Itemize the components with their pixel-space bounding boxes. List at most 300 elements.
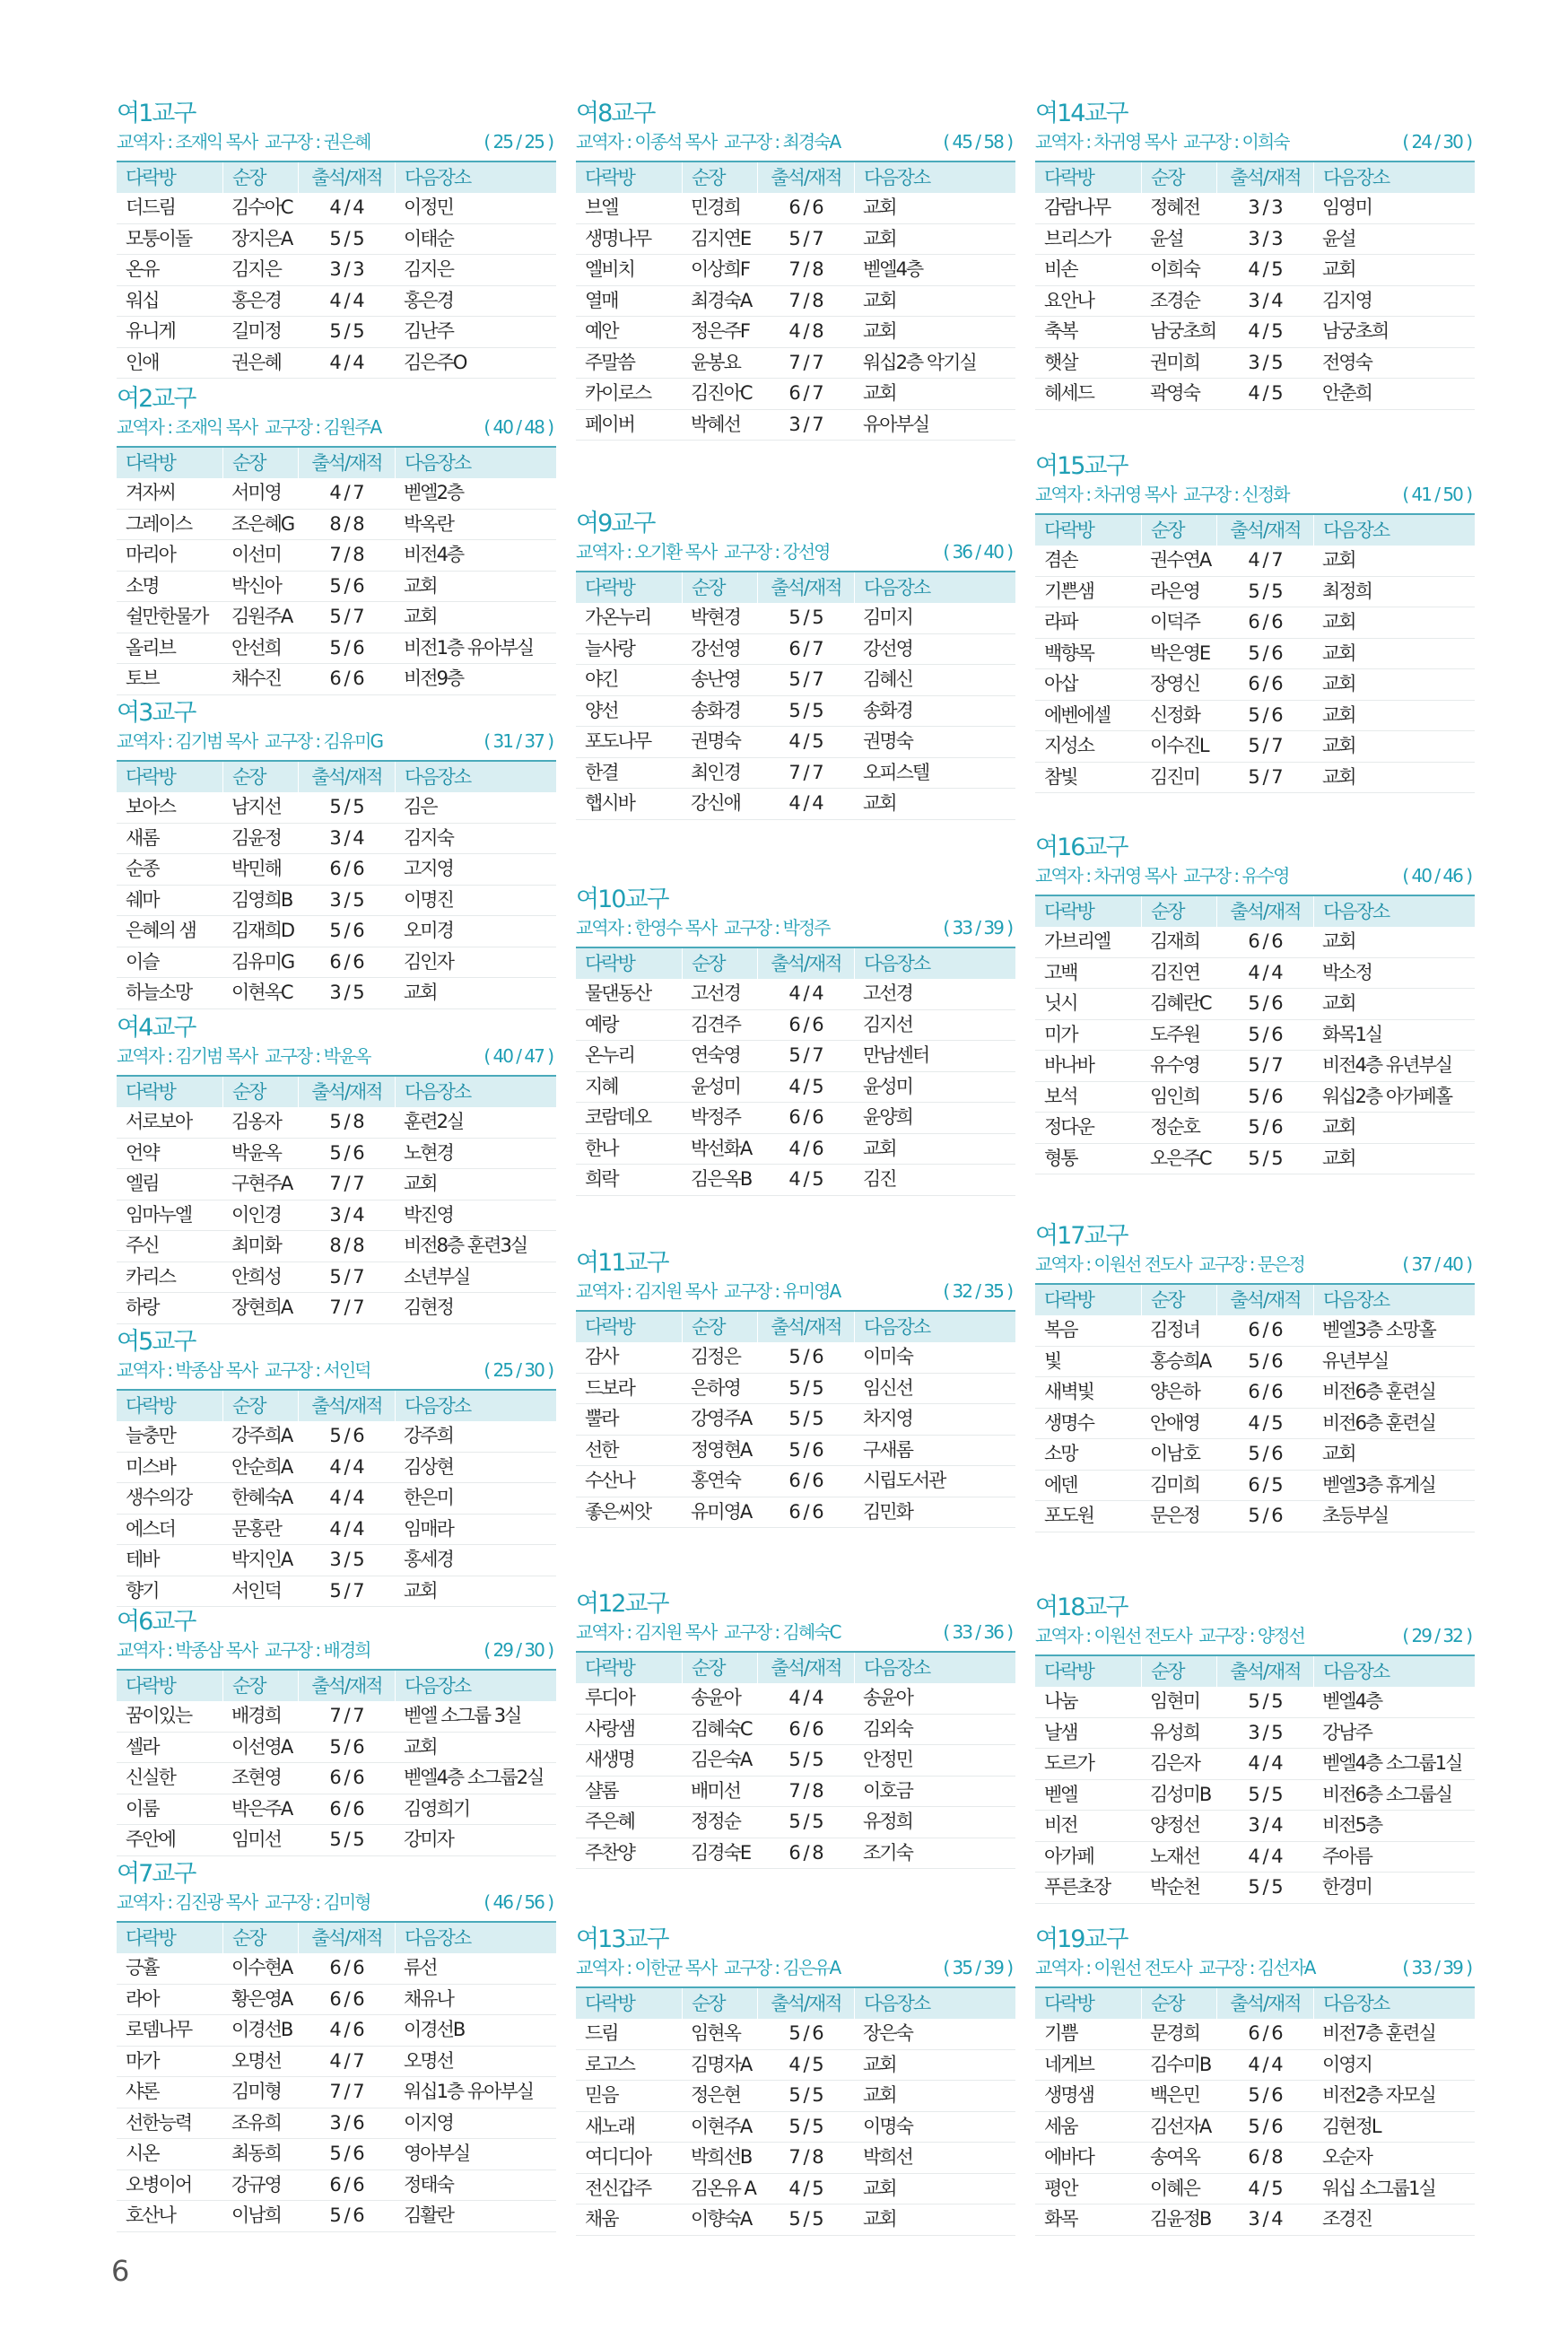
next-location: 김혜신	[863, 668, 912, 690]
group-name: 선한	[585, 1438, 618, 1461]
table-row	[576, 286, 1015, 318]
district-leader: 교역자 : 김지원 목사	[576, 1621, 717, 1643]
header-cell: 다음장소	[1313, 1285, 1475, 1315]
attendance: 5 / 5	[788, 699, 823, 721]
table-row	[117, 1985, 556, 2016]
leader-name: 김정은	[691, 1346, 740, 1367]
group-name: 쉐마	[126, 888, 159, 911]
leader-name: 정영현A	[691, 1438, 752, 1461]
leader-name: 김은옥B	[691, 1168, 752, 1190]
attendance: 5 / 5	[788, 2115, 823, 2137]
table-row	[576, 1715, 1015, 1746]
table-row	[117, 2015, 556, 2047]
next-location: 비전2층 자모실	[1322, 2084, 1435, 2106]
attendance: 3 / 5	[1248, 351, 1282, 373]
attendance: 5 / 6	[1248, 992, 1282, 1014]
next-location: 교회	[404, 1173, 437, 1194]
next-location: 벧엘4층 소그룹2실	[404, 1767, 544, 1788]
attendance: 6 / 6	[788, 196, 823, 218]
table-header	[576, 948, 1015, 979]
header-cell: 다음장소	[854, 162, 1015, 193]
district-head: 교구장 : 김유미G	[265, 730, 382, 752]
next-location: 벧엘4층	[863, 258, 923, 280]
district-info	[576, 1956, 1015, 1979]
group-name: 희락	[585, 1168, 618, 1190]
next-location: 김진	[863, 1168, 896, 1190]
group-name: 페이버	[585, 413, 634, 435]
district-attendance-count: ( 37 / 40 )	[1402, 1253, 1471, 1275]
table-header	[576, 1312, 1015, 1342]
attendance: 6 / 6	[1248, 1319, 1282, 1340]
table-row	[576, 727, 1015, 758]
attendance: 5 / 5	[788, 1749, 823, 1770]
leader-name: 도주원	[1150, 1023, 1199, 1045]
table-row	[1035, 379, 1475, 410]
header-cell: 다음장소	[854, 948, 1015, 979]
next-location: 교회	[1322, 258, 1355, 280]
next-location: 전영숙	[1322, 351, 1372, 373]
next-location: 차지영	[863, 1408, 912, 1429]
district-info	[1035, 1624, 1475, 1647]
next-location: 김인자	[404, 950, 453, 973]
header-cell: 다음장소	[1313, 1656, 1475, 1687]
group-name: 벧엘	[1044, 1783, 1077, 1805]
header-cell: 출석/재적	[757, 162, 854, 193]
group-name: 엘림	[126, 1173, 159, 1194]
group-name: 나눔	[1044, 1690, 1077, 1712]
header-cell: 다락방	[1044, 901, 1093, 922]
district-leader: 교역자 : 오기환 목사	[576, 541, 717, 563]
table-row	[576, 1683, 1015, 1715]
table-row	[1035, 255, 1475, 286]
table-row	[1035, 286, 1475, 318]
next-location: 안정민	[863, 1749, 912, 1770]
table-row	[117, 2077, 556, 2108]
header-cell: 다락방	[585, 1993, 634, 2014]
attendance: 4 / 4	[1248, 1845, 1282, 1867]
district-title: 여16교구	[1035, 834, 1128, 861]
table-row	[1035, 607, 1475, 639]
group-name: 평안	[1044, 2177, 1077, 2199]
district-table	[576, 1986, 1015, 2236]
next-location: 유아부실	[863, 413, 929, 435]
group-name: 셀라	[126, 1735, 159, 1758]
group-name: 물댄동산	[585, 982, 651, 1004]
table-row	[1035, 958, 1475, 990]
group-name: 뿔라	[585, 1408, 618, 1429]
table-row	[1035, 1409, 1475, 1440]
next-location: 오순자	[1322, 2146, 1372, 2168]
district-title: 여15교구	[1035, 452, 1128, 480]
header-cell: 다음장소	[1313, 1988, 1475, 2019]
attendance: 5 / 6	[788, 1346, 823, 1367]
header-cell: 다락방	[126, 766, 175, 788]
district-head: 교구장 : 강선영	[724, 541, 830, 563]
next-location: 김지은	[404, 258, 453, 280]
attendance: 4 / 4	[329, 1517, 363, 1540]
group-name: 기쁨	[1044, 2022, 1077, 2044]
next-location: 김현정	[404, 1296, 453, 1318]
table-row	[576, 1497, 1015, 1529]
attendance: 3 / 7	[788, 413, 823, 435]
district-attendance-count: ( 40 / 46 )	[1402, 865, 1471, 886]
table-row	[1035, 1749, 1475, 1780]
next-location: 비전5층	[1322, 1814, 1382, 1836]
next-location: 교회	[863, 320, 896, 342]
district-leader: 교역자 : 차귀영 목사	[1035, 865, 1176, 886]
header-cell: 다음장소	[854, 1988, 1015, 2019]
header-cell: 다음장소	[1313, 515, 1475, 546]
leader-name: 홍연숙	[691, 1470, 740, 1491]
attendance: 6 / 6	[329, 1767, 363, 1788]
district-info	[576, 540, 1015, 563]
district-info	[117, 130, 556, 153]
next-location: 송화경	[863, 699, 912, 721]
table-row	[576, 603, 1015, 634]
district-title: 여6교구	[117, 1608, 196, 1636]
attendance: 4 / 4	[329, 1487, 363, 1508]
district-table	[576, 161, 1015, 441]
header-cell: 순장	[682, 572, 757, 603]
header-cell: 다음장소	[395, 1671, 556, 1701]
table-row	[117, 348, 556, 380]
next-location: 박진영	[404, 1203, 453, 1226]
leader-name: 정은현	[691, 2084, 740, 2106]
header-cell: 다음장소	[395, 1923, 556, 1953]
district-attendance-count: ( 40 / 47 )	[483, 1045, 553, 1067]
next-location: 윤성미	[863, 1075, 912, 1097]
table-row	[576, 348, 1015, 380]
table-row	[1035, 1144, 1475, 1175]
next-location: 교회	[863, 2084, 896, 2106]
table-row	[576, 2081, 1015, 2112]
leader-name: 박정주	[691, 1106, 740, 1128]
leader-name: 배경희	[231, 1705, 281, 1726]
attendance: 5 / 6	[1248, 703, 1282, 726]
leader-name: 송화경	[691, 699, 740, 721]
group-name: 올리브	[126, 636, 175, 659]
district-info	[576, 916, 1015, 939]
table-header	[1035, 1285, 1475, 1315]
header-cell: 출석/재적	[1216, 515, 1313, 546]
header-cell: 다음장소	[395, 448, 556, 478]
table-row	[1035, 1439, 1475, 1471]
header-cell: 순장	[1141, 1285, 1216, 1315]
header-cell: 순장	[222, 1923, 298, 1953]
group-name: 보아스	[126, 796, 175, 817]
leader-name: 조유희	[231, 2111, 281, 2134]
leader-name: 김혜숙C	[691, 1717, 752, 1740]
header-cell: 다락방	[126, 452, 175, 474]
header-cell: 순장	[1141, 896, 1216, 927]
attendance: 5 / 5	[788, 607, 823, 628]
next-location: 교회	[863, 2053, 896, 2075]
attendance: 3 / 5	[329, 1549, 363, 1570]
attendance: 8 / 8	[329, 512, 363, 535]
header-cell: 순장	[222, 162, 298, 193]
table-row	[1035, 1347, 1475, 1378]
district-section	[117, 1013, 556, 1324]
group-name: 에바다	[1044, 2146, 1093, 2168]
group-name: 신실한	[126, 1767, 175, 1788]
group-name: 토브	[126, 668, 159, 689]
district-leader: 교역자 : 이원선 전도사	[1035, 1957, 1191, 1978]
next-location: 홍은경	[404, 289, 453, 311]
table-row	[1035, 1315, 1475, 1347]
leader-name: 채수진	[231, 668, 281, 689]
leader-name: 박선화A	[691, 1137, 752, 1159]
leader-name: 윤성미	[691, 1075, 740, 1097]
attendance: 6 / 6	[329, 1797, 363, 1820]
header-cell: 순장	[222, 1077, 298, 1107]
group-name: 지혜	[585, 1075, 618, 1097]
next-location: 교회	[404, 1735, 437, 1758]
leader-name: 서미영	[231, 482, 281, 503]
attendance: 5 / 7	[1248, 1054, 1282, 1076]
table-row	[1035, 546, 1475, 577]
next-location: 만남센터	[863, 1044, 929, 1066]
attendance: 5 / 6	[329, 2204, 363, 2226]
next-location: 김활란	[404, 2204, 453, 2226]
district-attendance-count: ( 35 / 39 )	[943, 1957, 1012, 1978]
group-name: 유니게	[126, 320, 175, 342]
table-row	[1035, 731, 1475, 763]
next-location: 훈련2실	[404, 1111, 464, 1132]
header-cell: 순장	[222, 1671, 298, 1701]
group-name: 한결	[585, 761, 618, 783]
attendance: 5 / 6	[329, 2143, 363, 2164]
group-name: 긍휼	[126, 1957, 159, 1978]
group-name: 마리아	[126, 544, 175, 565]
district-section	[1035, 1925, 1475, 2236]
leader-name: 김명자A	[691, 2053, 752, 2075]
group-name: 포도나무	[585, 730, 651, 752]
leader-name: 조은혜G	[231, 512, 294, 535]
district-section	[576, 1925, 1015, 2236]
header-cell: 순장	[1141, 515, 1216, 546]
next-location: 벧엘4층 소그룹1실	[1322, 1752, 1462, 1774]
group-name: 생명수	[1044, 1411, 1093, 1434]
table-row	[117, 510, 556, 541]
district-head: 교구장 : 배경희	[265, 1639, 370, 1661]
next-location: 권명숙	[863, 730, 912, 752]
next-location: 화목1실	[1322, 1023, 1382, 1045]
leader-name: 구현주A	[231, 1173, 292, 1194]
district-leader: 교역자 : 김진광 목사	[117, 1891, 257, 1913]
next-location: 비전8층 훈련3실	[404, 1235, 527, 1256]
district-table	[1035, 895, 1475, 1174]
leader-name: 박은주A	[231, 1797, 292, 1820]
table-row	[1035, 1718, 1475, 1750]
table-row	[1035, 348, 1475, 380]
table-row	[1035, 1020, 1475, 1052]
district-section	[576, 99, 1015, 441]
attendance: 7 / 8	[788, 258, 823, 280]
attendance: 7 / 8	[788, 2146, 823, 2168]
attendance: 5 / 7	[329, 1265, 363, 1288]
next-location: 유정희	[863, 1811, 912, 1832]
table-row	[117, 1733, 556, 1764]
attendance: 7 / 7	[788, 351, 823, 373]
table-row	[576, 1436, 1015, 1467]
page-number: 6	[111, 2254, 130, 2288]
district-head: 교구장 : 유미영A	[724, 1280, 841, 1302]
next-location: 최정희	[1322, 580, 1372, 602]
district-section	[117, 698, 556, 1009]
leader-name: 이선영A	[231, 1735, 292, 1758]
leader-name: 고선경	[691, 982, 740, 1004]
attendance: 4 / 5	[788, 2177, 823, 2199]
leader-name: 임현미	[1150, 1690, 1199, 1712]
table-row	[1035, 1501, 1475, 1532]
header-cell: 출석/재적	[1216, 1656, 1313, 1687]
district-head: 교구장 : 양정선	[1198, 1625, 1304, 1646]
table-row	[117, 602, 556, 633]
leader-name: 길미정	[231, 320, 281, 342]
next-location: 박희선	[863, 2146, 912, 2168]
table-row	[1035, 669, 1475, 701]
attendance: 3 / 5	[329, 888, 363, 911]
attendance: 4 / 4	[788, 982, 823, 1004]
next-location: 김영희기	[404, 1797, 470, 1820]
leader-name: 최동희	[231, 2143, 281, 2164]
district-table	[117, 446, 556, 695]
group-name: 정다운	[1044, 1116, 1093, 1138]
next-location: 교회	[1322, 611, 1355, 633]
attendance: 4 / 4	[329, 351, 363, 373]
group-name: 여디디아	[585, 2146, 651, 2168]
attendance: 6 / 6	[1248, 2022, 1282, 2044]
table-row	[1035, 763, 1475, 794]
district-leader: 교역자 : 조재익 목사	[117, 416, 257, 438]
group-name: 푸른초장	[1044, 1876, 1111, 1898]
group-name: 요안나	[1044, 289, 1093, 311]
group-name: 생수의강	[126, 1487, 192, 1508]
leader-name: 문은정	[1150, 1505, 1199, 1526]
table-row	[1035, 2204, 1475, 2236]
group-name: 언약	[126, 1141, 159, 1164]
attendance: 3 / 4	[329, 1203, 363, 1226]
leader-name: 유미영A	[691, 1500, 752, 1523]
table-row	[1035, 1082, 1475, 1113]
district-title: 여5교구	[117, 1328, 196, 1356]
table-row	[117, 2201, 556, 2232]
district-attendance-count: ( 41 / 50 )	[1402, 484, 1471, 505]
table-row	[576, 2019, 1015, 2050]
leader-name: 남궁초희	[1150, 320, 1216, 342]
attendance: 6 / 6	[1248, 611, 1282, 633]
leader-name: 문홍란	[231, 1517, 281, 1540]
next-location: 워십2층 아가페홀	[1322, 1085, 1452, 1107]
header-cell: 다음장소	[1313, 896, 1475, 927]
attendance: 6 / 6	[1248, 673, 1282, 694]
leader-name: 백은민	[1150, 2084, 1199, 2106]
next-location: 이명진	[404, 888, 453, 911]
attendance: 5 / 6	[1248, 1505, 1282, 1526]
group-name: 소명	[126, 574, 159, 597]
group-name: 카이로스	[585, 382, 651, 404]
group-name: 꿈이있는	[126, 1705, 192, 1726]
attendance: 6 / 6	[788, 1106, 823, 1128]
attendance: 7 / 8	[788, 1779, 823, 1802]
district-table	[117, 161, 556, 379]
group-name: 라파	[1044, 611, 1077, 633]
attendance: 6 / 6	[788, 1013, 823, 1035]
leader-name: 안순희A	[231, 1455, 292, 1478]
group-name: 고백	[1044, 961, 1077, 983]
next-location: 교회	[404, 574, 437, 597]
table-row	[117, 1169, 556, 1200]
district-table	[576, 1310, 1015, 1528]
group-name: 열매	[585, 289, 618, 311]
group-name: 주찬양	[585, 1841, 634, 1864]
leader-name: 홍은경	[231, 289, 281, 311]
table-row	[576, 1010, 1015, 1042]
table-row	[576, 2174, 1015, 2205]
district-attendance-count: ( 33 / 39 )	[943, 917, 1012, 939]
attendance: 3 / 4	[329, 826, 363, 849]
leader-name: 장현희A	[231, 1296, 292, 1318]
district-leader: 교역자 : 차귀영 목사	[1035, 131, 1176, 153]
group-name: 순종	[126, 858, 159, 879]
table-row	[117, 1107, 556, 1139]
header-cell: 순장	[222, 448, 298, 478]
table-row	[117, 1293, 556, 1324]
attendance: 5 / 6	[329, 1425, 363, 1446]
leader-name: 최미화	[231, 1235, 281, 1256]
group-name: 향기	[126, 1579, 159, 1602]
table-row	[576, 1041, 1015, 1072]
group-name: 감람나무	[1044, 196, 1111, 218]
attendance: 5 / 6	[1248, 1085, 1282, 1107]
next-location: 장은숙	[863, 2022, 912, 2044]
district-title: 여7교구	[117, 1860, 196, 1888]
attendance: 5 / 7	[329, 1579, 363, 1602]
next-location: 교회	[863, 1137, 896, 1159]
next-location: 류선	[404, 1957, 437, 1978]
header-cell: 다음장소	[1313, 162, 1475, 193]
group-name: 하랑	[126, 1296, 159, 1318]
header-cell: 다락방	[1044, 167, 1093, 188]
table-row	[117, 224, 556, 256]
next-location: 고지영	[404, 858, 453, 879]
group-name: 좋은씨앗	[585, 1500, 651, 1523]
group-name: 에스더	[126, 1517, 175, 1540]
leader-name: 김정녀	[1150, 1319, 1199, 1340]
district-leader: 교역자 : 박종삼 목사	[117, 1359, 257, 1381]
next-location: 교회	[863, 289, 896, 311]
next-location: 비전7층 훈련실	[1322, 2022, 1435, 2044]
leader-name: 김미형	[231, 2081, 281, 2102]
group-name: 카리스	[126, 1265, 175, 1288]
table-row	[117, 1262, 556, 1294]
group-name: 닛시	[1044, 992, 1077, 1014]
next-location: 워십2층 악기실	[863, 351, 976, 373]
table-row	[117, 2108, 556, 2140]
next-location: 오명선	[404, 2049, 453, 2072]
group-name: 생명샘	[1044, 2084, 1093, 2106]
table-row	[117, 916, 556, 947]
attendance: 4 / 4	[1248, 1752, 1282, 1774]
attendance: 5 / 5	[1248, 1690, 1282, 1712]
attendance: 6 / 6	[788, 1470, 823, 1491]
attendance: 5 / 5	[788, 1408, 823, 1429]
leader-name: 남지선	[231, 796, 281, 817]
table-header	[1035, 1656, 1475, 1687]
next-location: 조기숙	[863, 1841, 912, 1864]
leader-name: 권명숙	[691, 730, 740, 752]
table-row	[117, 1701, 556, 1733]
